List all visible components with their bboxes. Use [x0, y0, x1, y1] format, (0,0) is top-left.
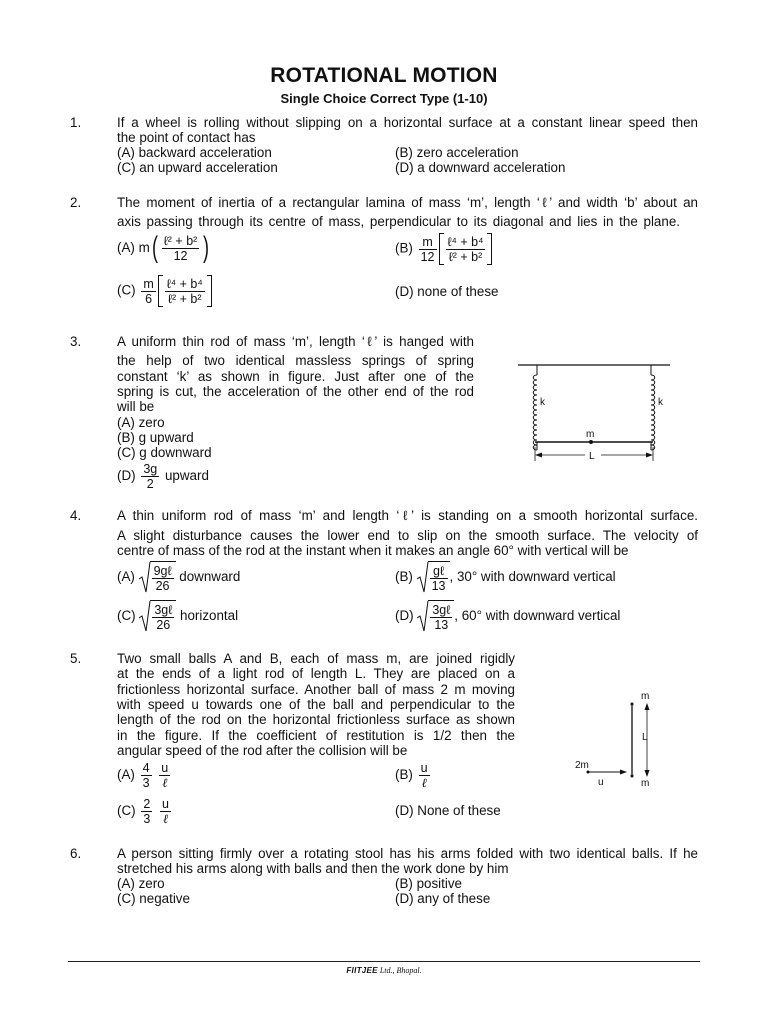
question-number: 6. — [70, 846, 82, 861]
mass-label: m — [586, 429, 595, 440]
question-text: constant ‘k’ as shown in figure. Just after one of the — [117, 369, 474, 384]
question-text: will be — [117, 399, 155, 414]
option-c: (C) negative — [117, 891, 190, 906]
option-label: (C) — [117, 282, 136, 298]
fraction-denominator: ℓ² + b² — [167, 291, 202, 306]
option-d: (D) a downward acceleration — [395, 160, 566, 175]
option-b: (B) g upward — [117, 430, 194, 445]
fraction-numerator: 2 — [143, 796, 151, 811]
fraction-denominator: 2 — [146, 476, 154, 491]
question-text: stretched his arms along with balls and then the work done by him — [117, 861, 509, 876]
question-text: in the figure. If the coefficient of restitution is 1/2 then the — [117, 728, 515, 743]
fraction-numerator: m — [143, 276, 154, 291]
option-direction: , 60° with downward vertical — [454, 608, 621, 624]
footer-divider — [68, 961, 700, 962]
fraction-denominator: ℓ — [162, 811, 169, 826]
option-label: (D) — [395, 608, 414, 624]
fraction-numerator: ℓ⁴ + b⁴ — [166, 276, 203, 291]
question-text: axis passing through its centre of mass, perpendicular to its diagonal and lies in the plane. — [117, 214, 680, 229]
fraction-denominator: 12 — [173, 248, 188, 263]
fraction-numerator: 3gℓ — [432, 602, 451, 617]
fraction-numerator: u — [162, 796, 169, 811]
option-b — [395, 233, 492, 265]
fraction-denominator: 13 — [434, 617, 449, 632]
option-direction: , 30° with downward vertical — [449, 569, 616, 585]
option-d: (D) none of these — [395, 284, 499, 299]
option-label: (B) — [395, 240, 413, 256]
spring-rod-figure — [515, 355, 675, 465]
option-label: (A) — [117, 240, 135, 255]
fraction-numerator: 3g — [143, 461, 158, 476]
question-number: 5. — [70, 651, 82, 666]
question-text: A person sitting firmly over a rotating stool has his arms folded with two identical balls. If he — [117, 846, 698, 861]
fraction-denominator: 3 — [142, 775, 150, 790]
page-title: ROTATIONAL MOTION — [270, 64, 498, 87]
fraction-denominator: 26 — [156, 617, 171, 632]
question-text: spring is cut, the acceleration of the other end of the rod — [117, 384, 474, 399]
question-text: the help of two identical massless springs of spring — [117, 353, 474, 368]
option-d: (D) any of these — [395, 891, 491, 906]
question-number: 3. — [70, 334, 82, 349]
option-c: (C) an upward acceleration — [117, 160, 278, 175]
option-c — [117, 600, 238, 633]
option-a: (A) zero — [117, 876, 165, 891]
option-label: (A) — [117, 767, 135, 782]
question-text: length of the rod on the horizontal frictionless surface as shown — [117, 712, 515, 727]
spring-label-right: k — [658, 397, 663, 408]
velocity-label: u — [598, 777, 604, 788]
option-b: (B) zero acceleration — [395, 145, 519, 160]
option-label: (C) — [117, 803, 136, 818]
option-a — [117, 760, 172, 790]
length-label: L — [642, 732, 648, 743]
question-text: A thin uniform rod of mass ‘m’ and length ‘ℓ’ is standing on a smooth horizontal surface. — [117, 508, 698, 523]
question-text: at the ends of a light rod of length L. They are placed on a — [117, 666, 515, 681]
footer-brand: FIITJEE — [346, 966, 378, 975]
option-label: (D) — [117, 468, 136, 483]
fraction-numerator: u — [161, 760, 169, 775]
footer — [0, 966, 768, 975]
fraction-denominator: 12 — [420, 249, 435, 264]
question-text: angular speed of the rod after the collision will be — [117, 743, 408, 758]
option-a: (A) zero — [117, 415, 165, 430]
fraction-numerator: ℓ² + b² — [163, 233, 198, 248]
mass-top-label: m — [641, 691, 650, 702]
question-number: 2. — [70, 195, 82, 210]
option-label: (A) — [117, 569, 135, 585]
option-d — [395, 600, 620, 633]
option-direction: downward — [179, 569, 241, 585]
mass-bottom-label: m — [641, 778, 650, 789]
option-a: (A) m( $\frac{\text{ℓ² + b²}}{12}$ ) — [117, 231, 210, 265]
fraction-numerator: gℓ — [430, 564, 448, 579]
length-label: L — [589, 451, 595, 462]
question-text: the point of contact has — [117, 130, 256, 145]
question-text: with speed u towards one of the ball and perpendicular to the — [117, 697, 515, 712]
fraction-denominator: ℓ² + b² — [448, 249, 483, 264]
fraction-denominator: ℓ — [162, 775, 168, 790]
question-text: A uniform thin rod of mass ‘m’, length ‘ℓ’ is hanged with — [117, 334, 474, 349]
fraction-numerator: 9gℓ — [153, 563, 172, 578]
question-number: 4. — [70, 508, 82, 523]
option-c — [117, 796, 173, 826]
question-text: Two small balls A and B, each of mass m, are joined rigidly — [117, 651, 515, 666]
question-text: A slight disturbance causes the lower end to slip on the smooth surface. The velocity of — [117, 528, 698, 543]
option-direction: horizontal — [180, 608, 239, 624]
fraction-numerator: u — [420, 760, 428, 775]
question-text: frictionless horizontal surface. Another ball of mass 2 m moving — [117, 682, 515, 697]
option-direction: upward — [164, 468, 209, 483]
question-number: 1. — [70, 115, 82, 130]
option-b — [395, 561, 616, 594]
mass-symbol: m — [138, 240, 150, 255]
option-label: (C) — [117, 608, 136, 624]
option-c: (C) g downward — [117, 445, 212, 460]
fraction-denominator: 3 — [143, 811, 151, 826]
ball-mass-label: 2m — [575, 760, 589, 771]
option-b — [395, 760, 432, 790]
collision-figure — [570, 688, 660, 793]
page-subtitle: Single Choice Correct Type (1-10) — [280, 91, 488, 106]
fraction-numerator: 3gℓ — [154, 602, 173, 617]
footer-text: Ltd., Bhopal. — [377, 966, 422, 975]
question-text: The moment of inertia of a rectangular lamina of mass ‘m’, length ‘ℓ’ and width ‘b’ about an — [117, 195, 698, 210]
fraction-denominator: 26 — [155, 578, 170, 593]
spring-label-left: k — [540, 397, 545, 408]
option-a: (A) backward acceleration — [117, 145, 272, 160]
question-text: centre of mass of the rod at the instant when it makes an angle 60° with vertical will be — [117, 543, 629, 558]
fraction-denominator: ℓ — [421, 775, 427, 790]
option-a — [117, 561, 240, 594]
fraction-numerator: ℓ⁴ + b⁴ — [447, 234, 484, 249]
fraction-denominator: 13 — [431, 578, 446, 593]
option-b: (B) positive — [395, 876, 462, 891]
fraction-numerator: 4 — [142, 760, 150, 775]
question-text: If a wheel is rolling without slipping on a horizontal surface at a constant linear speed then — [117, 115, 698, 130]
option-c — [117, 275, 212, 307]
fraction-numerator: m — [419, 235, 437, 250]
option-d — [117, 461, 209, 491]
option-label: (B) — [395, 569, 413, 585]
option-label: (B) — [395, 767, 413, 782]
fraction-denominator: 6 — [145, 291, 153, 306]
option-d: (D) None of these — [395, 803, 501, 818]
